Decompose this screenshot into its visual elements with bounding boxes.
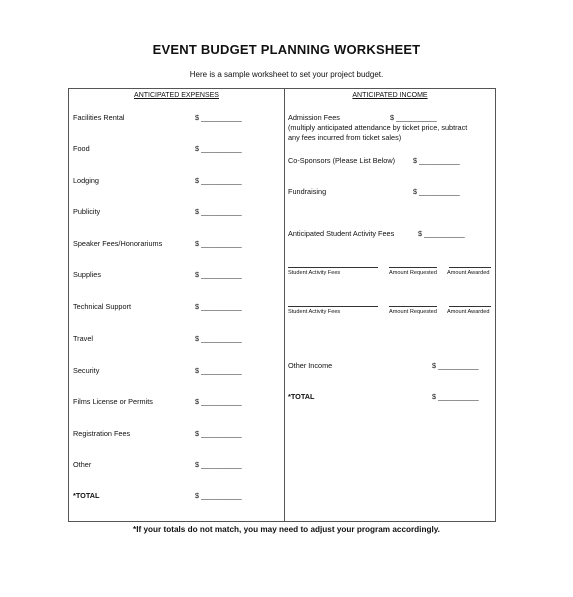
expense-amount-blank[interactable]: $ __________ xyxy=(195,207,242,216)
expense-label: Lodging xyxy=(73,176,99,185)
expense-label: Supplies xyxy=(73,270,101,279)
fee-line-row xyxy=(287,306,495,320)
fee-line-blank[interactable] xyxy=(288,306,378,307)
page-subtitle: Here is a sample worksheet to set your project budget. xyxy=(189,70,384,79)
expense-amount-blank[interactable]: $ __________ xyxy=(195,460,242,469)
column-divider xyxy=(284,89,285,521)
fundraising-blank[interactable]: $ __________ xyxy=(413,187,460,196)
cosponsors-label: Co-Sponsors (Please List Below) xyxy=(288,156,396,165)
cosponsors-blank[interactable]: $ __________ xyxy=(413,156,460,165)
fee-column-label: Amount Awarded xyxy=(447,309,490,315)
expense-amount-blank[interactable]: $ __________ xyxy=(195,397,242,406)
expenses-header: ANTICIPATED EXPENSES xyxy=(134,92,219,99)
page-title: EVENT BUDGET PLANNING WORKSHEET xyxy=(152,42,421,57)
expense-label: Travel xyxy=(73,334,94,343)
admission-note-line-2: any fees incurred from ticket sales) xyxy=(288,133,402,142)
income-total-blank[interactable]: $ __________ xyxy=(432,392,479,401)
expense-amount-blank[interactable]: $ __________ xyxy=(195,334,242,343)
expense-total-label: *TOTAL xyxy=(73,491,100,500)
expense-label: Speaker Fees/Honorariums xyxy=(73,239,163,248)
expense-amount-blank[interactable]: $ __________ xyxy=(195,270,242,279)
expense-amount-blank[interactable]: $ __________ xyxy=(195,239,242,248)
expense-label: Publicity xyxy=(73,207,101,216)
footer-note: *If your totals do not match, you may need to adjust your program accordingly. xyxy=(133,525,440,534)
admission-fees-blank[interactable]: $ __________ xyxy=(390,113,437,122)
fee-column-label: Student Activity Fees xyxy=(288,309,341,315)
fee-line-blank[interactable] xyxy=(389,267,437,268)
expense-amount-blank[interactable]: $ __________ xyxy=(195,176,242,185)
student-fees-label: Anticipated Student Activity Fees xyxy=(288,229,395,238)
expense-label: Facilities Rental xyxy=(73,113,125,122)
fundraising-label: Fundraising xyxy=(288,187,327,196)
expense-label: Food xyxy=(73,144,90,153)
fee-line-blank[interactable] xyxy=(449,306,491,307)
fee-line-blank[interactable] xyxy=(288,267,378,268)
expense-label: Registration Fees xyxy=(73,429,131,438)
expense-label: Films License or Permits xyxy=(73,397,153,406)
expense-total-blank[interactable]: $ __________ xyxy=(195,491,242,500)
expense-amount-blank[interactable]: $ __________ xyxy=(195,366,242,375)
fee-column-label: Amount Requested xyxy=(389,309,437,315)
student-fees-blank[interactable]: $ __________ xyxy=(418,229,465,238)
expense-amount-blank[interactable]: $ __________ xyxy=(195,302,242,311)
fee-column-label: Student Activity Fees xyxy=(288,270,341,276)
fee-column-label: Amount Awarded xyxy=(447,270,490,276)
expense-amount-blank[interactable]: $ __________ xyxy=(195,429,242,438)
fee-line-blank[interactable] xyxy=(389,306,437,307)
other-income-label: Other Income xyxy=(288,361,333,370)
budget-table xyxy=(68,88,496,522)
income-header: ANTICIPATED INCOME xyxy=(352,92,428,99)
expense-amount-blank[interactable]: $ __________ xyxy=(195,113,242,122)
income-total-label: *TOTAL xyxy=(288,392,315,401)
admission-fees-label: Admission Fees xyxy=(288,113,340,122)
fee-line-blank[interactable] xyxy=(449,267,491,268)
expense-label: Other xyxy=(73,460,92,469)
admission-note-line-1: (multiply anticipated attendance by ticket price, subtract xyxy=(288,123,468,132)
other-income-blank[interactable]: $ __________ xyxy=(432,361,479,370)
expense-amount-blank[interactable]: $ __________ xyxy=(195,144,242,153)
expense-label: Security xyxy=(73,366,100,375)
fee-line-row xyxy=(287,267,495,281)
fee-column-label: Amount Requested xyxy=(389,270,437,276)
expense-label: Technical Support xyxy=(73,302,132,311)
